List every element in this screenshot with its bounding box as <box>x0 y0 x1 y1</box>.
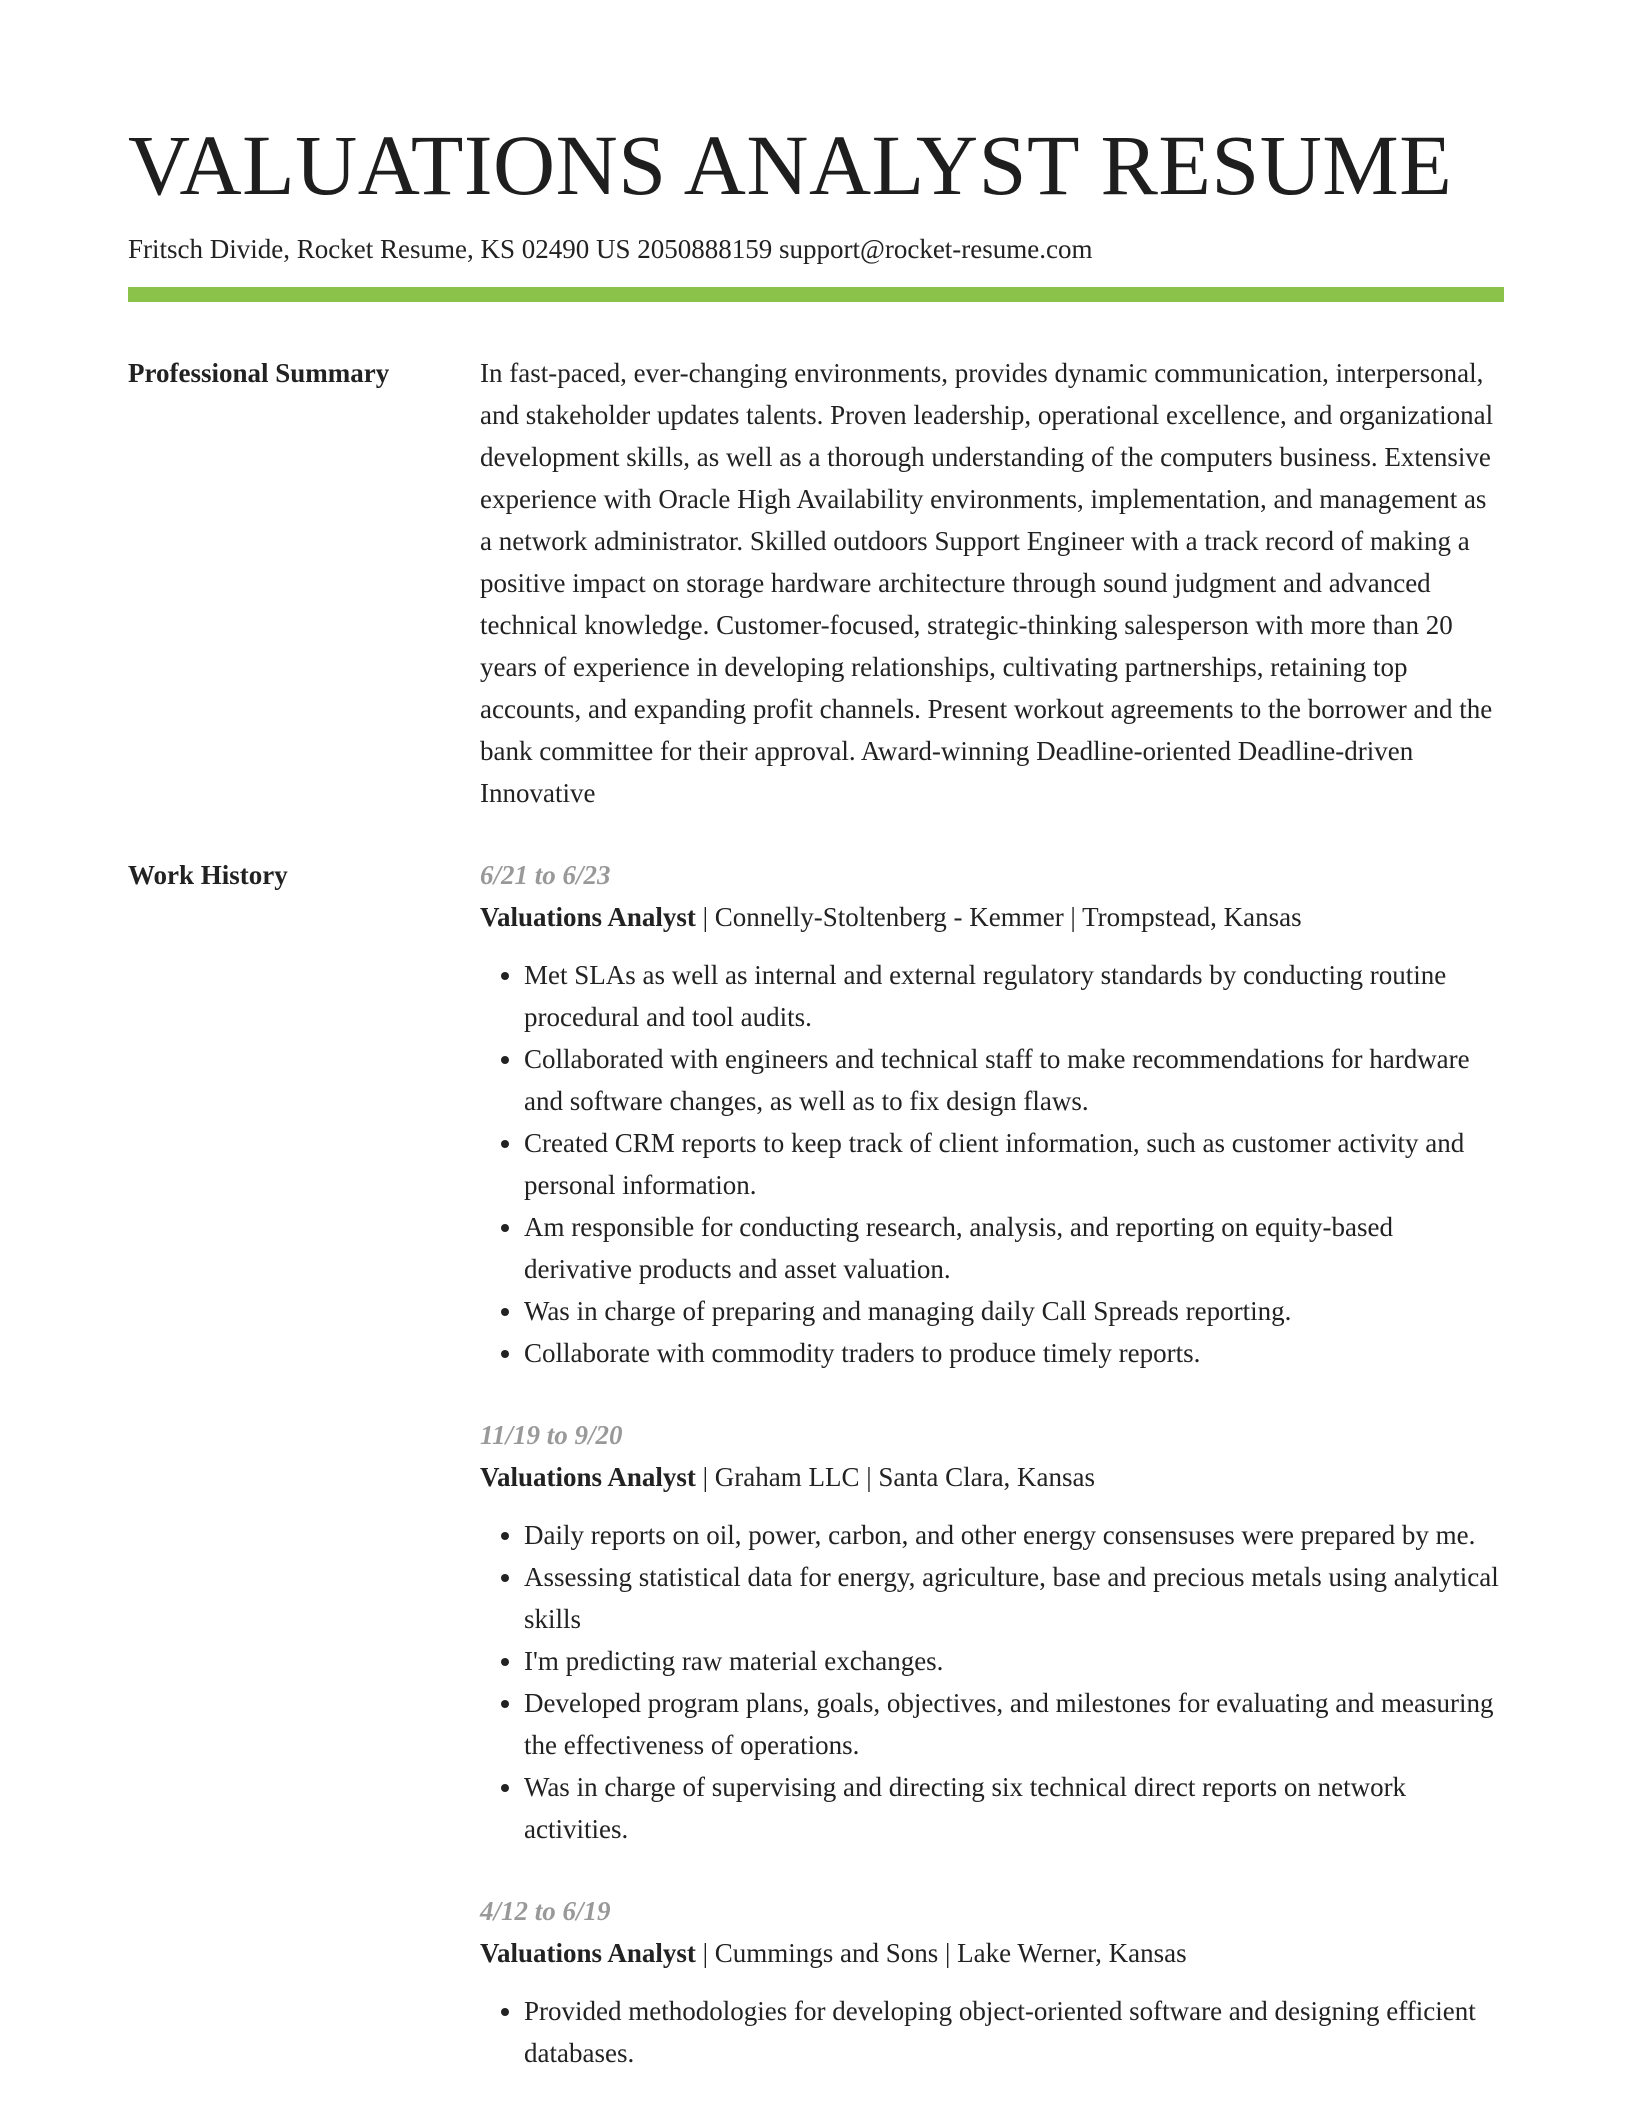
job-entry <box>480 854 1504 1374</box>
job-entry <box>480 1890 1504 2074</box>
contact-line: Fritsch Divide, Rocket Resume, KS 02490 US 2050888159 support@rocket-resume.com <box>128 233 1093 264</box>
job-dates: 4/12 to 6/19 <box>480 1895 611 1926</box>
job-title: Valuations Analyst <box>480 1461 696 1492</box>
duty-item: • Assessing statistical data for energy, agriculture, base and precious metals using analytical skills <box>524 1556 1504 1640</box>
duty-item: • I'm predicting raw material exchanges. <box>524 1640 1504 1682</box>
job-title: Valuations Analyst <box>480 901 696 932</box>
summary-section <box>128 352 1504 814</box>
job-heading <box>480 1456 1504 1498</box>
duty-item: • Am responsible for conducting research, analysis, and reporting on equity-based derivative products and asset valuation. <box>524 1206 1504 1290</box>
job-duties <box>480 1990 1504 2074</box>
duty-item: • Daily reports on oil, power, carbon, and other energy consensuses were prepared by me. <box>524 1514 1504 1556</box>
job-duties <box>480 954 1504 1374</box>
summary-label: Professional Summary <box>128 357 390 388</box>
duty-item: • Collaborated with engineers and technical staff to make recommendations for hardware and software changes, as well as to fix design flaws. <box>524 1038 1504 1122</box>
job-details: | Connelly-Stoltenberg - Kemmer | Trompstead, Kansas <box>695 901 1302 932</box>
job-dates: 6/21 to 6/23 <box>480 859 611 890</box>
job-duties <box>480 1514 1504 1850</box>
resume-page <box>128 0 1504 2114</box>
job-details: | Cummings and Sons | Lake Werner, Kansas <box>695 1937 1187 1968</box>
job-title: Valuations Analyst <box>480 1937 696 1968</box>
job-entry <box>480 1414 1504 1850</box>
summary-text: In fast-paced, ever-changing environments, provides dynamic communication, interpersonal, and stakeholder updates talents. Proven leadership, operational excellence, and organizational development skills, as well as a thorough understanding of the computers business. Extensive experience with Oracle High Availability environments, implementation, and management as a network administrator. Skilled outdoors Support Engineer with a track record of making a positive impact on storage hardware architecture through sound judgment and advanced technical knowledge. Customer-focused, strategic-thinking salesperson with more than 20 years of experience in developing relationships, cultivating partnerships, retaining top accounts, and expanding profit channels. Present workout agreements to the borrower and the bank committee for their approval. Award-winning Deadline-oriented Deadline-driven Innovative <box>480 357 1494 808</box>
accent-divider <box>128 287 1504 302</box>
duty-item: • Was in charge of supervising and directing six technical direct reports on network activities. <box>524 1766 1504 1850</box>
resume-title: VALUATIONS ANALYST RESUME <box>128 117 1453 213</box>
duty-item: • Was in charge of preparing and managing daily Call Spreads reporting. <box>524 1290 1504 1332</box>
job-details: | Graham LLC | Santa Clara, Kansas <box>695 1461 1096 1492</box>
duty-item: • Developed program plans, goals, objectives, and milestones for evaluating and measuring the effectiveness of operations. <box>524 1682 1504 1766</box>
work-history-label: Work History <box>128 859 288 890</box>
job-heading <box>480 896 1504 938</box>
job-list <box>480 854 1504 2114</box>
duty-item: • Collaborate with commodity traders to produce timely reports. <box>524 1332 1504 1374</box>
duty-item: • Met SLAs as well as internal and external regulatory standards by conducting routine procedural and tool audits. <box>524 954 1504 1038</box>
duty-item: • Provided methodologies for developing object-oriented software and designing efficient databases. <box>524 1990 1504 2074</box>
duty-item: • Created CRM reports to keep track of client information, such as customer activity and personal information. <box>524 1122 1504 1206</box>
work-history-section <box>128 854 1504 2114</box>
job-dates: 11/19 to 9/20 <box>480 1419 623 1450</box>
job-heading <box>480 1932 1504 1974</box>
